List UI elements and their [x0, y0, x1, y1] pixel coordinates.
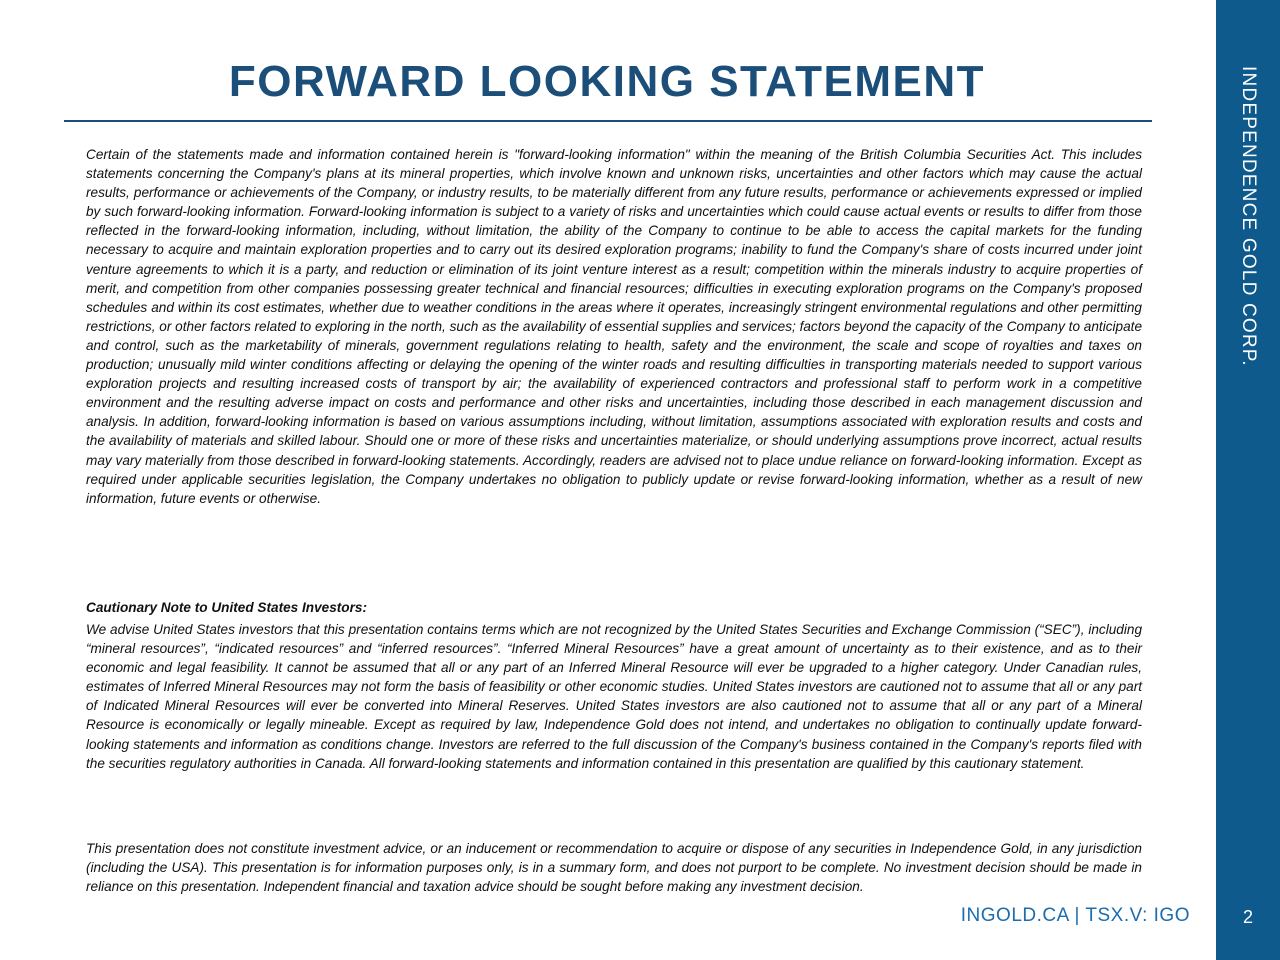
cautionary-heading: Cautionary Note to United States Investors:	[86, 600, 367, 615]
page-title: FORWARD LOOKING STATEMENT	[228, 57, 986, 106]
forward-looking-paragraph: Certain of the statements made and information contained herein is "forward-looking information" within the meaning of the British Columbia Securities Act. This includes statements concerning the Company's plans at its mineral properties, which involve known and unknown risks, uncertainties and other factors which may cause the actual results, performance or achievements of the Company, or industry results, to be materially different from any future results, performance or achievements expressed or implied by such forward-looking information. Forward-looking information is subject to a variety of risks and uncertainties which could cause actual events or results to differ from those reflected in the forward-looking information, including, without limitation, the ability of the Company to continue to be able to access the capital markets for the funding necessary to acquire and maintain exploration properties and to carry out its desired exploration programs; inability to fund the Company's share of costs incurred under joint venture agreements to which it is a party, and reduction or elimination of its joint venture interest as a result; competition within the minerals industry to acquire properties of merit, and competition from other companies possessing greater technical and financial resources; difficulties in executing exploration programs on the Company's proposed schedules and within its cost estimates, whether due to weather conditions in the areas where it operates, increasingly stringent environmental regulations and other permitting restrictions, or other factors related to exploring in the north, such as the availability of essential supplies and services; factors beyond the capacity of the Company to anticipate and control, such as the marketability of minerals, government regulations relating to health, safety and the environment, the scale and scope of royalties and taxes on production; unusually mild winter conditions affecting or delaying the opening of the winter roads and resulting difficulties in transporting materials needed to support various exploration projects and resulting increased costs of transport by air; the availability of experienced contractors and professional staff to perform work in a competitive environment and the resulting adverse impact on costs and performance and other risks and uncertainties, including those described in each management discussion and analysis. In addition, forward-looking information is based on various assumptions including, without limitation, assumptions associated with exploration results and costs and the availability of materials and skilled labour. Should one or more of these risks and uncertainties materialize, or should underlying assumptions prove incorrect, actual results may vary materially from those described in forward-looking statements. Accordingly, readers are advised not to place undue reliance on forward-looking information. Except as required under applicable securities legislation, the Company undertakes no obligation to publicly update or revise forward-looking information, whether as a result of new information, future events or otherwise.	[86, 147, 1142, 506]
page-number: 2	[1242, 907, 1253, 927]
sidebar-brand-name: INDEPENDENCE GOLD CORP.	[1238, 66, 1259, 367]
disclaimer-paragraph: This presentation does not constitute investment advice, or an inducement or recommendation to acquire or dispose of any securities in Independence Gold, in any jurisdiction (including the USA). This presentation is for information purposes only, is in a summary form, and does not purport to be complete. No investment decision should be made in reliance on this presentation. Independent financial and taxation advice should be sought before making any investment decision.	[86, 841, 1142, 895]
footer-website-ticker: INGOLD.CA | TSX.V: IGO	[960, 905, 1190, 926]
cautionary-paragraph: We advise United States investors that this presentation contains terms which are not recognized by the United States Securities and Exchange Commission (“SEC”), including “mineral resources”, “indicated resources” and “inferred resources”. “Inferred Mineral Resources” have a great amount of uncertainty as to their existence, and as to their economic and legal feasibility. It cannot be assumed that all or any part of an Inferred Mineral Resource will ever be upgraded to a higher category. Under Canadian rules, estimates of Inferred Mineral Resources may not form the basis of feasibility or other economic studies. United States investors are cautioned not to assume that all or any part of Indicated Mineral Resources will ever be converted into Mineral Reserves. United States investors are also cautioned not to assume that all or any part of a Mineral Resource is economically or legally mineable. Except as required by law, Independence Gold does not intend, and undertakes no obligation to continually update forward-looking statements and information as conditions change. Investors are referred to the full discussion of the Company's business contained in the Company's reports filed with the securities regulatory authorities in Canada. All forward-looking statements and information contained in this presentation are qualified by this cautionary statement.	[86, 622, 1142, 771]
title-divider	[64, 120, 1152, 122]
